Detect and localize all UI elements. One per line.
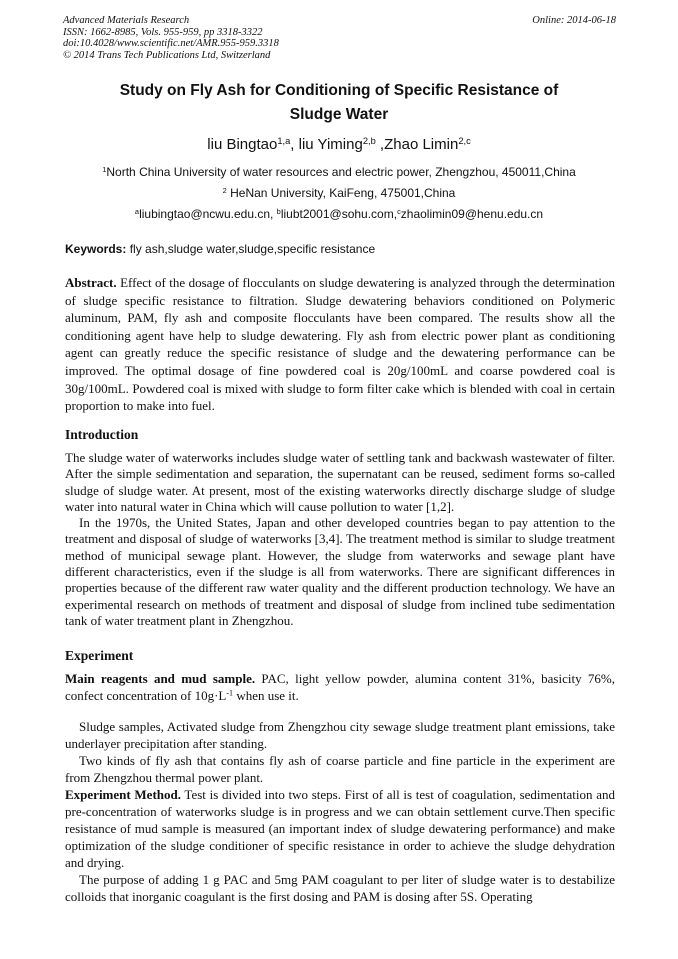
author-1-sup: 1,a (277, 135, 291, 146)
paper-title (60, 79, 618, 127)
reagents-paragraph (65, 670, 615, 704)
email-a-sup: a (134, 206, 140, 216)
purpose-paragraph: The purpose of adding 1 g PAC and 5mg PAM coagulant to per liter of sludge water is to destabilize colloids that inorganic coagulant is the first dosing and PAM is dosing after 5S. Operating (65, 872, 615, 904)
reagents-sup: -1 (226, 688, 234, 698)
affiliation-2-text: HeNan University, KaiFeng, 475001,China (226, 186, 456, 200)
title-line-2: Sludge Water (289, 106, 389, 123)
email-b: liubt2001@sohu.com, (280, 207, 398, 221)
experiment-body (65, 718, 615, 905)
email-c: zhaolimin09@henu.edu.cn (400, 207, 544, 221)
abstract-text: Effect of the dosage of flocculants on sludge dewatering is analyzed through the determination of sludge specific resistance to filtration. Sludge dewatering behaviors conditioned on Polymeric aluminum, PAM, fly ash and composite flocculants have been compared. The results show all the conditioning agent have help to sludge dewatering. Fly ash from electric power plant as conditioning agent can greatly reduce the specific resistance of sludge and the dewatering performance can be improved. The optimal dosage of fine powdered coal is 20g/100mL and coarse powdered coal is 30g/100mL. Powdered coal is mixed with sludge to form filter cake which is blended with coal in certain proportion to make into fuel. (65, 275, 615, 414)
page-header (63, 15, 616, 61)
abstract-label: Abstract. (65, 275, 117, 290)
journal-name: Advanced Materials Research (63, 15, 190, 26)
reagents-tail: when use it. (233, 688, 299, 703)
intro-paragraph-2: In the 1970s, the United States, Japan and other developed countries began to pay attention to the treatment and disposal of sludge of waterworks [3,4]. The treatment method is similar to sludge treatment method of municipal sewage plant. However, the sludge from waterworks and sewage plant have different characteristics, even if the sludge is all from waterworks. There are significant differences in properties because of the different raw water quality and the different production technology. We have an experimental research on methods of treatment and disposal of sludge from inclined tube sedimentation tank of water treatment plant in Zhengzhou. (65, 515, 615, 628)
copyright-line: © 2014 Trans Tech Publications Ltd, Switzerland (63, 49, 271, 61)
author-2-sup: 2,b (362, 135, 376, 146)
affiliation-2 (60, 186, 618, 200)
author-sep-1: , (290, 136, 299, 153)
author-1: liu Bingtao (207, 136, 278, 153)
author-3-sup: 2,c (458, 135, 471, 146)
keywords-text: fly ash,sludge water,sludge,specific resistance (126, 242, 376, 256)
title-line-1: Study on Fly Ash for Conditioning of Specific Resistance of (119, 82, 559, 99)
abstract (65, 274, 615, 415)
online-date: Online: 2014-06-18 (532, 15, 616, 26)
keywords-label: Keywords: (65, 242, 127, 256)
introduction-body (65, 450, 615, 629)
doi-line: doi:10.4028/www.scientific.net/AMR.955-959.3318 (63, 38, 279, 49)
method-paragraph (65, 786, 615, 871)
author-sep-2: , (375, 136, 385, 153)
flyash-paragraph: Two kinds of fly ash that contains fly ash of coarse particle and fine particle in the experiment are from Zhengzhou thermal power plant. (65, 753, 615, 785)
method-label: Experiment Method. (65, 787, 181, 802)
intro-paragraph-1: The sludge water of waterworks includes sludge water of settling tank and backwash wastewater of filter. After the simple sedimentation and separation, the supernatant can be reused, sediment forms so-called sludge of sludge water. At present, most of the existing waterworks directly discharge sludge of sludge water into natural water in China which will cause pollution to water [1,2]. (65, 450, 615, 514)
affiliation-1-text: North China University of water resources and electric power, Zhengzhou, 450011,China (106, 165, 576, 179)
affiliation-1-sup: 1 (102, 164, 107, 174)
author-list (60, 136, 618, 153)
issn-line: ISSN: 1662-8985, Vols. 955-959, pp 3318-3322 (63, 26, 263, 38)
email-a: liubingtao@ncwu.edu.cn, (139, 207, 277, 221)
email-b-sup: b (276, 206, 281, 216)
email-line (60, 207, 618, 221)
method-text: Test is divided into two steps. First of all is test of coagulation, sedimentation and pre-concentration of waterworks sludge is in progress and we can obtain settlement curve.Then specific resistance of mud sample is measured (an important index of sludge dewatering performance) and make optimization of the sludge conditioner of specific resistance in order to achieve the sludge dehydration and drying. (65, 787, 615, 870)
reagents-text: PAC, light yellow powder, alumina content 31%, basicity 76%, confect concentration of 10g (65, 671, 615, 703)
reagents-unit: ·L (214, 688, 227, 703)
keywords-line (65, 242, 615, 256)
author-3: Zhao Limin (384, 136, 459, 153)
reagents-label: Main reagents and mud sample. (65, 671, 256, 686)
affiliation-1 (60, 165, 618, 179)
samples-paragraph: Sludge samples, Activated sludge from Zhengzhou city sewage sludge treatment plant emissions, take underlayer precipitation after standing. (65, 719, 615, 751)
experiment-heading: Experiment (65, 648, 134, 663)
email-c-sup: c (397, 206, 401, 216)
introduction-heading: Introduction (65, 427, 139, 442)
affiliation-2-sup: 2 (222, 185, 227, 195)
author-2: liu Yiming (298, 136, 363, 153)
